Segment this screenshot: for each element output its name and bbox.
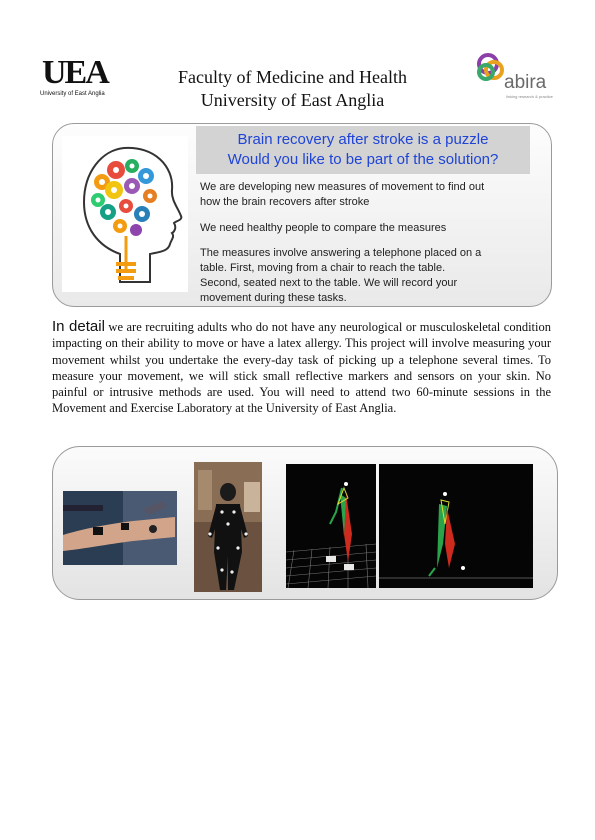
uea-logo — [40, 56, 120, 102]
brain-lightbulb-illustration — [62, 136, 188, 292]
detail-body: we are recruiting adults who do not have any neurological or musculoskeletal condition impacting on their ability to move or have a latex allergy. This project will involve measuring your movement whilst you undertake the every-day task of picking up a telephone several times. To measure your movement, we will stick small reflective markers and sensors on your skin. No painful or intrusive methods are used. You will need to attend two 60-minute sessions in the Movement and Exercise Laboratory at the University of East Anglia. — [52, 320, 551, 416]
motion-capture-3d-view — [286, 464, 376, 588]
para-telephone-line1: The measures involve answering a telephone placed on a — [200, 247, 482, 259]
standing-person-photo — [194, 462, 262, 592]
abira-logo — [472, 50, 564, 100]
abira-logo-caption: linking research & practice — [506, 94, 553, 99]
brain-lightbulb-icon — [62, 136, 188, 292]
title-line-faculty: Faculty of Medicine and Health — [178, 67, 407, 87]
para-telephone-line2: table. First, moving from a chair to reach the table. — [200, 262, 446, 274]
puzzle-headline-banner — [196, 126, 530, 174]
uea-logo-caption: University of East Anglia — [40, 91, 105, 97]
para-telephone-line3: Second, seated next to the table. We will record your — [200, 277, 458, 289]
arm-sensors-image — [63, 491, 177, 565]
detail-paragraph — [52, 319, 551, 417]
title-line-university: University of East Anglia — [200, 90, 385, 110]
para-telephone-line4: movement during these tasks. — [200, 292, 347, 304]
motion-capture-skeleton-image — [286, 464, 376, 588]
para-healthy-people: We need healthy people to compare the measures — [200, 222, 447, 234]
detail-heading: In detail — [52, 318, 105, 335]
para-measures-line1: We are developing new measures of movement to find out — [200, 181, 485, 193]
headline-puzzle: Brain recovery after stroke is a puzzle — [237, 131, 489, 148]
page-title — [140, 66, 445, 112]
headline-solution: Would you like to be part of the solution? — [227, 151, 499, 168]
motion-capture-side-image — [379, 464, 533, 588]
person-with-markers-image — [194, 462, 262, 592]
motion-capture-side-view — [379, 464, 533, 588]
uea-logo-mark: UEA — [42, 54, 108, 91]
arm-sensors-photo — [63, 491, 177, 565]
abira-logo-word: abira — [504, 72, 547, 93]
para-measures-line2: how the brain recovers after stroke — [200, 196, 370, 208]
